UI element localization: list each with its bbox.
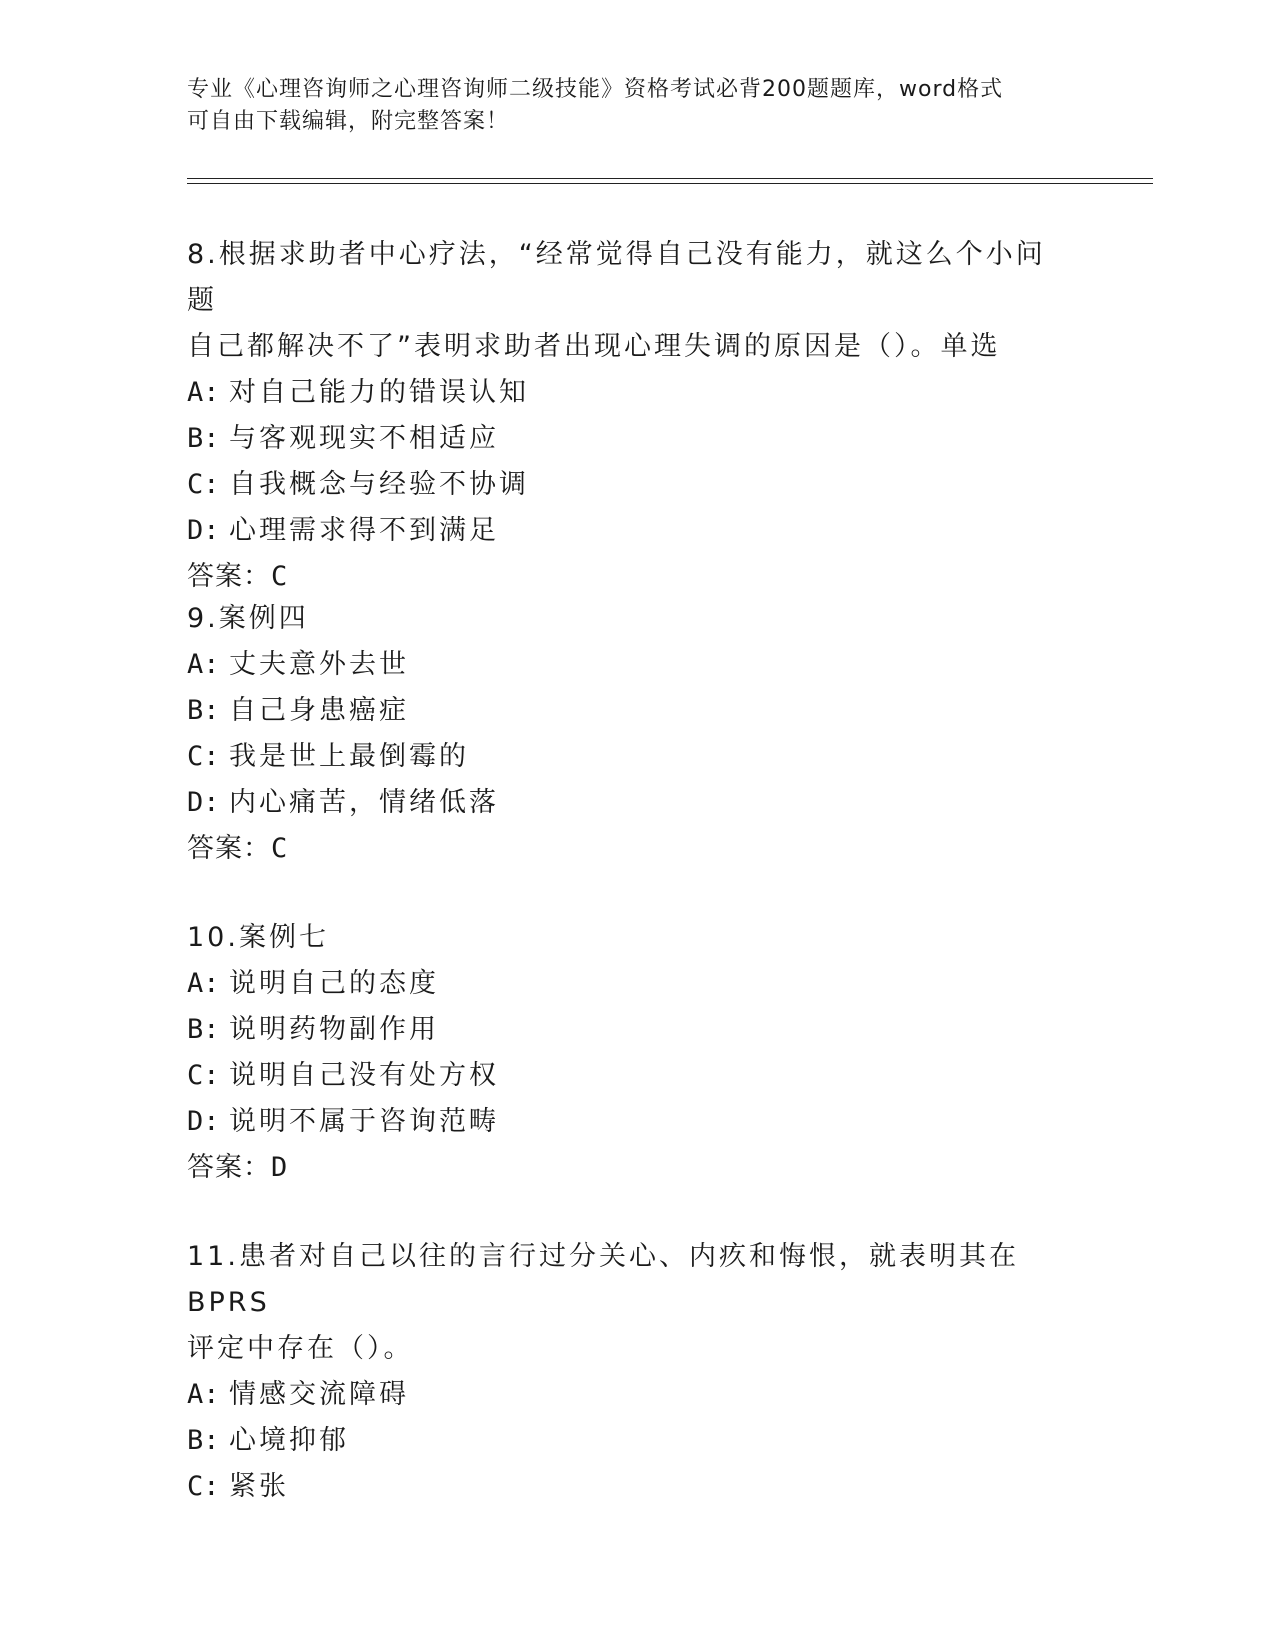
question-stem-line: 9.案例四	[187, 603, 309, 634]
option-b	[187, 688, 1067, 734]
header-divider-bottom	[187, 183, 1153, 184]
option-key: B:	[187, 695, 220, 726]
option-key: D:	[187, 1106, 220, 1137]
option-key: B:	[187, 423, 220, 454]
option-key: D:	[187, 515, 220, 546]
option-key: A:	[187, 377, 220, 408]
option-d	[187, 780, 1067, 826]
answer-label: 答案：	[187, 833, 271, 864]
option-key: A:	[187, 968, 220, 999]
question-11	[187, 1234, 1067, 1510]
answer-value: C	[271, 561, 289, 592]
option-d	[187, 1099, 1067, 1145]
answer-line	[187, 554, 1067, 600]
answer-line	[187, 826, 1067, 872]
option-a	[187, 1372, 1067, 1418]
question-stem-line: 10.案例七	[187, 922, 329, 953]
option-b	[187, 1418, 1067, 1464]
option-c	[187, 1464, 1067, 1510]
question-9	[187, 596, 1067, 872]
option-text: 情感交流障碍	[229, 1379, 409, 1410]
answer-label: 答案：	[187, 561, 271, 592]
option-key: B:	[187, 1425, 220, 1456]
option-c	[187, 734, 1067, 780]
option-key: A:	[187, 649, 220, 680]
option-c	[187, 462, 1067, 508]
option-text: 紧张	[229, 1471, 289, 1502]
option-text: 说明不属于咨询范畴	[229, 1106, 499, 1137]
option-text: 心理需求得不到满足	[229, 515, 499, 546]
document-header	[187, 74, 1067, 138]
answer-label: 答案：	[187, 1152, 271, 1183]
header-divider-top	[187, 178, 1153, 179]
question-stem-line: 评定中存在（）。	[187, 1333, 414, 1364]
question-stem-line: 11.患者对自己以往的言行过分关心、内疚和悔恨，就表明其在BPRS	[187, 1241, 1019, 1318]
option-key: C:	[187, 1471, 220, 1502]
option-text: 自己身患癌症	[229, 695, 409, 726]
question-stem-line: 8.根据求助者中心疗法，“经常觉得自己没有能力，就这么个小问题	[187, 239, 1046, 316]
answer-value: D	[271, 1152, 289, 1183]
option-text: 内心痛苦，情绪低落	[229, 787, 499, 818]
answer-line	[187, 1145, 1067, 1191]
option-key: A:	[187, 1379, 220, 1410]
option-text: 说明自己的态度	[229, 968, 439, 999]
header-line-2: 可自由下载编辑，附完整答案！	[187, 109, 510, 134]
option-d	[187, 508, 1067, 554]
header-line-1: 专业《心理咨询师之心理咨询师二级技能》资格考试必背200题题库，word格式	[187, 77, 1004, 102]
option-a	[187, 642, 1067, 688]
option-c	[187, 1053, 1067, 1099]
question-8	[187, 232, 1067, 600]
option-b	[187, 1007, 1067, 1053]
option-text: 自我概念与经验不协调	[229, 469, 529, 500]
option-a	[187, 961, 1067, 1007]
option-text: 对自己能力的错误认知	[229, 377, 529, 408]
option-b	[187, 416, 1067, 462]
option-text: 说明药物副作用	[229, 1014, 439, 1045]
option-a	[187, 370, 1067, 416]
option-key: D:	[187, 787, 220, 818]
option-text: 说明自己没有处方权	[229, 1060, 499, 1091]
option-text: 丈夫意外去世	[229, 649, 409, 680]
option-key: C:	[187, 741, 220, 772]
option-text: 与客观现实不相适应	[229, 423, 499, 454]
answer-value: C	[271, 833, 289, 864]
option-text: 我是世上最倒霉的	[229, 741, 469, 772]
option-text: 心境抑郁	[229, 1425, 349, 1456]
question-10	[187, 915, 1067, 1191]
option-key: C:	[187, 469, 220, 500]
option-key: C:	[187, 1060, 220, 1091]
question-stem-line: 自己都解决不了”表明求助者出现心理失调的原因是（）。单选	[187, 331, 1001, 362]
option-key: B:	[187, 1014, 220, 1045]
